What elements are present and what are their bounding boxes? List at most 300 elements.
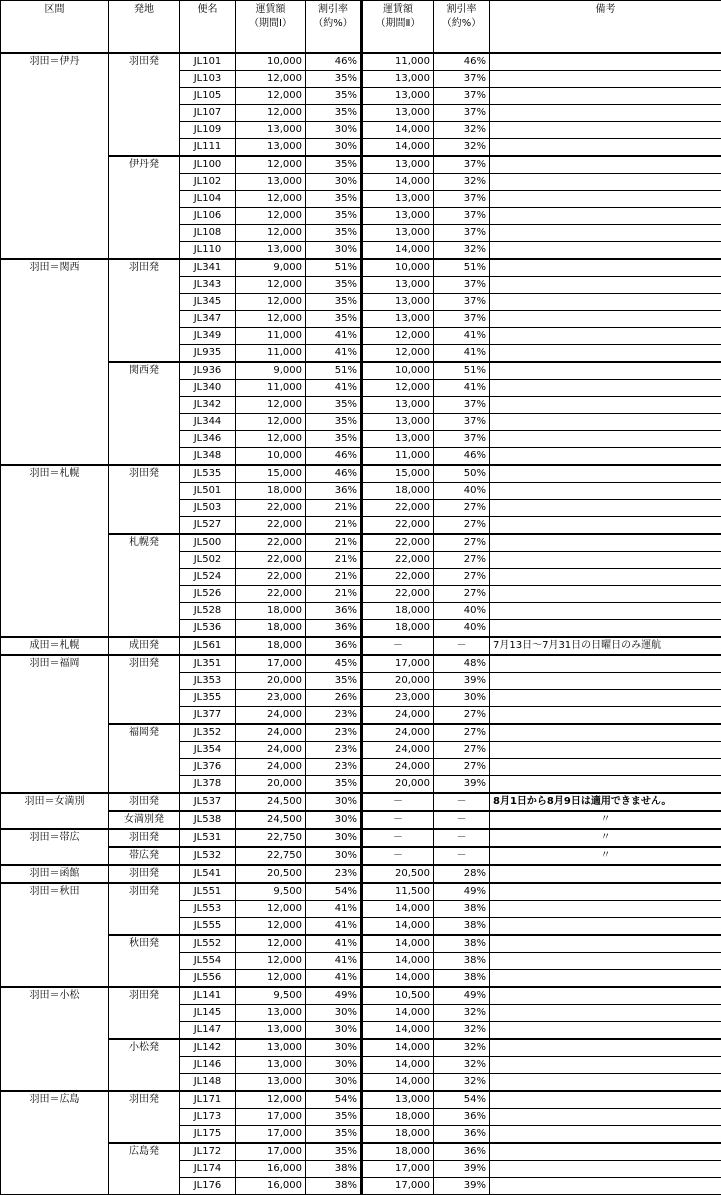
fare-period1: 12,000: [236, 105, 306, 122]
fare-period1: 22,750: [236, 829, 306, 847]
rate-period1: 23%: [306, 742, 362, 759]
fare-period2: 14,000: [362, 935, 434, 953]
rate-period1: 46%: [306, 448, 362, 466]
origin-cell: 羽田発: [109, 829, 180, 847]
flight-number: JL101: [180, 53, 236, 71]
rate-period1: 30%: [306, 811, 362, 829]
fare-period1: 24,000: [236, 742, 306, 759]
rate-period1: 30%: [306, 1074, 362, 1092]
flight-number: JL348: [180, 448, 236, 466]
fare-period1: 17,000: [236, 1143, 306, 1161]
remarks: [490, 122, 721, 139]
rate-period2: 37%: [434, 88, 490, 105]
fare-period2: 24,000: [362, 707, 434, 725]
fare-period1: 13,000: [236, 174, 306, 191]
flight-number: JL107: [180, 105, 236, 122]
remarks: [490, 1178, 721, 1195]
fare-period1: 24,000: [236, 759, 306, 776]
fare-period2: 13,000: [362, 311, 434, 328]
fare-period1: 12,000: [236, 414, 306, 431]
rate-period1: 30%: [306, 139, 362, 157]
remarks: [490, 414, 721, 431]
flight-number: JL106: [180, 208, 236, 225]
header-remarks: 備考: [490, 1, 721, 54]
table-row: [1, 534, 721, 552]
origin-cell: 関西発: [109, 362, 180, 465]
flight-number: JL527: [180, 517, 236, 535]
remarks: [490, 953, 721, 970]
rate-period1: 30%: [306, 793, 362, 811]
rate-period2: 38%: [434, 935, 490, 953]
flight-number: JL105: [180, 88, 236, 105]
rate-period1: 41%: [306, 970, 362, 988]
flight-number: JL526: [180, 586, 236, 603]
flight-number: JL532: [180, 847, 236, 865]
rate-period2: －: [434, 829, 490, 847]
flight-number: JL501: [180, 483, 236, 500]
fare-period1: 12,000: [236, 935, 306, 953]
origin-cell: 羽田発: [109, 883, 180, 935]
table-row: [1, 259, 721, 277]
fare-period1: 12,000: [236, 311, 306, 328]
fare-period2: 14,000: [362, 918, 434, 936]
remarks: [490, 483, 721, 500]
rate-period1: 30%: [306, 1022, 362, 1040]
flight-number: JL538: [180, 811, 236, 829]
fare-period1: 22,000: [236, 552, 306, 569]
section-cell: 羽田＝帯広: [1, 829, 109, 865]
remarks: [490, 690, 721, 707]
flight-number: JL346: [180, 431, 236, 448]
origin-cell: 羽田発: [109, 465, 180, 534]
fare-period1: 24,000: [236, 724, 306, 742]
origin-cell: 羽田発: [109, 987, 180, 1039]
fare-period1: 12,000: [236, 918, 306, 936]
origin-cell: 羽田発: [109, 53, 180, 156]
rate-period2: 41%: [434, 380, 490, 397]
rate-period2: 27%: [434, 742, 490, 759]
origin-cell: 帯広発: [109, 847, 180, 865]
rate-period2: 37%: [434, 414, 490, 431]
flight-number: JL536: [180, 620, 236, 638]
rate-period2: 48%: [434, 655, 490, 673]
fare-period1: 17,000: [236, 655, 306, 673]
fare-period2: 13,000: [362, 294, 434, 311]
section-cell: 羽田＝女満別: [1, 793, 109, 829]
table-header: [1, 1, 721, 54]
rate-period1: 30%: [306, 1005, 362, 1022]
fare-period1: 12,000: [236, 431, 306, 448]
remarks: [490, 517, 721, 535]
section-cell: 羽田＝秋田: [1, 883, 109, 987]
table-row: [1, 655, 721, 673]
flight-number: JL341: [180, 259, 236, 277]
flight-number: JL936: [180, 362, 236, 380]
rate-period1: 35%: [306, 431, 362, 448]
remarks: [490, 1091, 721, 1109]
remarks: [490, 534, 721, 552]
fare-period1: 17,000: [236, 1126, 306, 1144]
rate-period2: 39%: [434, 1178, 490, 1195]
rate-period2: 49%: [434, 987, 490, 1005]
table-row: [1, 935, 721, 953]
origin-cell: 羽田発: [109, 793, 180, 811]
fare-period2: 18,000: [362, 1126, 434, 1144]
origin-cell: 伊丹発: [109, 156, 180, 259]
fare-period1: 20,500: [236, 865, 306, 883]
flight-number: JL551: [180, 883, 236, 901]
flight-number: JL354: [180, 742, 236, 759]
remarks: [490, 865, 721, 883]
rate-period1: 21%: [306, 586, 362, 603]
flight-number: JL104: [180, 191, 236, 208]
fare-period1: 13,000: [236, 139, 306, 157]
remarks: [490, 742, 721, 759]
rate-period1: 35%: [306, 71, 362, 88]
fare-period1: 11,000: [236, 345, 306, 363]
remarks: [490, 1005, 721, 1022]
remarks: [490, 552, 721, 569]
fare-period2: 10,000: [362, 259, 434, 277]
section-cell: 羽田＝関西: [1, 259, 109, 465]
fare-period1: 13,000: [236, 1074, 306, 1092]
fare-period2: 14,000: [362, 1074, 434, 1092]
rate-period2: 51%: [434, 259, 490, 277]
rate-period1: 35%: [306, 1143, 362, 1161]
fare-period1: 13,000: [236, 122, 306, 139]
rate-period2: 27%: [434, 586, 490, 603]
fare-period1: 22,000: [236, 517, 306, 535]
rate-period2: 27%: [434, 724, 490, 742]
flight-number: JL344: [180, 414, 236, 431]
remarks: 8月1日から8月9日は適用できません。: [490, 793, 721, 811]
flight-number: JL531: [180, 829, 236, 847]
flight-number: JL524: [180, 569, 236, 586]
rate-period2: 32%: [434, 139, 490, 157]
section-cell: 羽田＝福岡: [1, 655, 109, 793]
fare-period1: 9,000: [236, 259, 306, 277]
flight-number: JL353: [180, 673, 236, 690]
rate-period1: 35%: [306, 414, 362, 431]
fare-period1: 12,000: [236, 156, 306, 174]
remarks: 〃: [490, 829, 721, 847]
fare-period2: 23,000: [362, 690, 434, 707]
fare-period2: 13,000: [362, 156, 434, 174]
remarks: [490, 1039, 721, 1057]
fare-period1: 22,750: [236, 847, 306, 865]
fare-period1: 20,000: [236, 673, 306, 690]
flight-number: JL142: [180, 1039, 236, 1057]
rate-period2: 38%: [434, 918, 490, 936]
rate-period1: 51%: [306, 362, 362, 380]
fare-period2: 18,000: [362, 1109, 434, 1126]
rate-period2: 37%: [434, 156, 490, 174]
fare-period1: 9,500: [236, 883, 306, 901]
origin-cell: 福岡発: [109, 724, 180, 793]
fare-period1: 12,000: [236, 225, 306, 242]
rate-period1: 30%: [306, 1039, 362, 1057]
fare-period2: 14,000: [362, 1039, 434, 1057]
flight-number: JL502: [180, 552, 236, 569]
fare-period2: 17,000: [362, 1178, 434, 1195]
table-row: [1, 637, 721, 655]
fare-period2: 20,000: [362, 673, 434, 690]
rate-period1: 41%: [306, 380, 362, 397]
fare-period2: 14,000: [362, 901, 434, 918]
rate-period2: 37%: [434, 277, 490, 294]
table-body: [1, 53, 721, 1195]
header-rate-period2: 割引率 （約%）: [434, 1, 490, 54]
fare-period2: 13,000: [362, 225, 434, 242]
remarks: [490, 724, 721, 742]
origin-cell: 羽田発: [109, 259, 180, 362]
rate-period1: 46%: [306, 465, 362, 483]
table-row: [1, 847, 721, 865]
remarks: [490, 156, 721, 174]
fare-period1: 24,500: [236, 793, 306, 811]
rate-period1: 30%: [306, 174, 362, 191]
remarks: [490, 707, 721, 725]
rate-period1: 23%: [306, 759, 362, 776]
table-row: [1, 793, 721, 811]
rate-period1: 35%: [306, 311, 362, 328]
rate-period2: 37%: [434, 294, 490, 311]
origin-cell: 小松発: [109, 1039, 180, 1091]
fare-period2: 20,500: [362, 865, 434, 883]
rate-period1: 35%: [306, 156, 362, 174]
rate-period2: 40%: [434, 603, 490, 620]
rate-period1: 23%: [306, 724, 362, 742]
remarks: [490, 225, 721, 242]
rate-period1: 41%: [306, 345, 362, 363]
fare-period1: 22,000: [236, 500, 306, 517]
rate-period2: 37%: [434, 397, 490, 414]
fare-period1: 16,000: [236, 1161, 306, 1178]
fare-period2: 14,000: [362, 953, 434, 970]
rate-period1: 30%: [306, 1057, 362, 1074]
fare-period2: 17,000: [362, 655, 434, 673]
rate-period2: 38%: [434, 953, 490, 970]
flight-number: JL343: [180, 277, 236, 294]
remarks: [490, 345, 721, 363]
rate-period2: 40%: [434, 620, 490, 638]
flight-number: JL141: [180, 987, 236, 1005]
remarks: 〃: [490, 847, 721, 865]
flight-number: JL352: [180, 724, 236, 742]
rate-period2: 41%: [434, 345, 490, 363]
flight-number: JL172: [180, 1143, 236, 1161]
rate-period1: 35%: [306, 776, 362, 794]
fare-period2: 14,000: [362, 1057, 434, 1074]
remarks: [490, 673, 721, 690]
remarks: [490, 294, 721, 311]
rate-period2: 27%: [434, 552, 490, 569]
fare-period2: 22,000: [362, 586, 434, 603]
fare-period1: 15,000: [236, 465, 306, 483]
fare-period1: 22,000: [236, 586, 306, 603]
flight-number: JL500: [180, 534, 236, 552]
rate-period2: 40%: [434, 483, 490, 500]
fare-period1: 13,000: [236, 242, 306, 260]
rate-period2: －: [434, 637, 490, 655]
flight-number: JL556: [180, 970, 236, 988]
flight-number: JL349: [180, 328, 236, 345]
rate-period1: 35%: [306, 1109, 362, 1126]
fare-period2: 18,000: [362, 1143, 434, 1161]
remarks: [490, 603, 721, 620]
table-row: [1, 724, 721, 742]
fare-period1: 18,000: [236, 620, 306, 638]
rate-period1: 41%: [306, 918, 362, 936]
rate-period1: 41%: [306, 935, 362, 953]
fare-period1: 18,000: [236, 637, 306, 655]
remarks: [490, 277, 721, 294]
table-row: [1, 53, 721, 71]
origin-cell: 羽田発: [109, 655, 180, 724]
fare-period2: －: [362, 811, 434, 829]
flight-number: JL537: [180, 793, 236, 811]
flight-number: JL935: [180, 345, 236, 363]
fare-period2: －: [362, 793, 434, 811]
rate-period1: 36%: [306, 637, 362, 655]
rate-period1: 35%: [306, 88, 362, 105]
rate-period2: 30%: [434, 690, 490, 707]
rate-period1: 45%: [306, 655, 362, 673]
flight-number: JL102: [180, 174, 236, 191]
remarks: [490, 655, 721, 673]
rate-period2: 27%: [434, 707, 490, 725]
table-row: [1, 865, 721, 883]
fare-period1: 22,000: [236, 534, 306, 552]
table-row: [1, 811, 721, 829]
remarks: [490, 901, 721, 918]
fare-period1: 12,000: [236, 953, 306, 970]
remarks: [490, 259, 721, 277]
rate-period2: 36%: [434, 1143, 490, 1161]
remarks: [490, 1022, 721, 1040]
rate-period2: 38%: [434, 970, 490, 988]
rate-period1: 46%: [306, 53, 362, 71]
fare-period2: 12,000: [362, 328, 434, 345]
rate-period1: 30%: [306, 847, 362, 865]
rate-period2: －: [434, 811, 490, 829]
rate-period2: 51%: [434, 362, 490, 380]
origin-cell: 羽田発: [109, 865, 180, 883]
fare-period1: 13,000: [236, 1039, 306, 1057]
rate-period1: 51%: [306, 259, 362, 277]
rate-period1: 41%: [306, 328, 362, 345]
flight-number: JL355: [180, 690, 236, 707]
fare-period2: 14,000: [362, 970, 434, 988]
rate-period1: 35%: [306, 105, 362, 122]
rate-period2: 27%: [434, 569, 490, 586]
fare-period1: 24,000: [236, 707, 306, 725]
remarks: 〃: [490, 811, 721, 829]
fare-period2: 13,000: [362, 277, 434, 294]
fare-period1: 12,000: [236, 191, 306, 208]
flight-number: JL100: [180, 156, 236, 174]
remarks: [490, 53, 721, 71]
fare-period1: 24,500: [236, 811, 306, 829]
fare-period2: 13,000: [362, 105, 434, 122]
remarks: [490, 397, 721, 414]
rate-period2: 27%: [434, 517, 490, 535]
fare-period2: 11,000: [362, 53, 434, 71]
fare-period1: 12,000: [236, 208, 306, 225]
fare-period1: 16,000: [236, 1178, 306, 1195]
remarks: [490, 1074, 721, 1092]
flight-number: JL554: [180, 953, 236, 970]
rate-period2: 28%: [434, 865, 490, 883]
fare-period1: 17,000: [236, 1109, 306, 1126]
rate-period1: 54%: [306, 883, 362, 901]
fare-period2: 18,000: [362, 620, 434, 638]
rate-period2: 32%: [434, 174, 490, 191]
flight-number: JL145: [180, 1005, 236, 1022]
rate-period2: －: [434, 793, 490, 811]
remarks: [490, 191, 721, 208]
fare-period2: 14,000: [362, 1022, 434, 1040]
fare-period2: 13,000: [362, 414, 434, 431]
origin-cell: 秋田発: [109, 935, 180, 987]
fare-period2: 14,000: [362, 1005, 434, 1022]
flight-number: JL345: [180, 294, 236, 311]
fare-period1: 12,000: [236, 277, 306, 294]
rate-period2: 37%: [434, 191, 490, 208]
fare-period2: 17,000: [362, 1161, 434, 1178]
origin-cell: 広島発: [109, 1143, 180, 1195]
section-cell: 成田＝札幌: [1, 637, 109, 655]
remarks: [490, 1126, 721, 1144]
remarks: [490, 1109, 721, 1126]
rate-period1: 38%: [306, 1178, 362, 1195]
section-cell: 羽田＝札幌: [1, 465, 109, 637]
rate-period1: 36%: [306, 603, 362, 620]
fare-period1: 9,000: [236, 362, 306, 380]
remarks: [490, 1161, 721, 1178]
table-row: [1, 362, 721, 380]
rate-period2: 46%: [434, 448, 490, 466]
remarks: [490, 311, 721, 328]
remarks: [490, 935, 721, 953]
table-row: [1, 465, 721, 483]
remarks: [490, 174, 721, 191]
fare-period2: 18,000: [362, 603, 434, 620]
fare-period1: 12,000: [236, 294, 306, 311]
rate-period2: 50%: [434, 465, 490, 483]
remarks: [490, 759, 721, 776]
fare-period2: 24,000: [362, 742, 434, 759]
remarks: [490, 586, 721, 603]
rate-period1: 49%: [306, 987, 362, 1005]
rate-period1: 35%: [306, 673, 362, 690]
flight-number: JL351: [180, 655, 236, 673]
rate-period2: 32%: [434, 242, 490, 260]
fare-period2: 22,000: [362, 517, 434, 535]
rate-period2: 32%: [434, 1005, 490, 1022]
fare-period2: 13,000: [362, 191, 434, 208]
fare-period2: 13,000: [362, 1091, 434, 1109]
rate-period2: 27%: [434, 534, 490, 552]
flight-number: JL173: [180, 1109, 236, 1126]
rate-period1: 54%: [306, 1091, 362, 1109]
table-row: [1, 1039, 721, 1057]
rate-period2: 36%: [434, 1126, 490, 1144]
fare-period2: 12,000: [362, 345, 434, 363]
fare-period1: 12,000: [236, 71, 306, 88]
section-cell: 羽田＝小松: [1, 987, 109, 1091]
rate-period1: 21%: [306, 500, 362, 517]
